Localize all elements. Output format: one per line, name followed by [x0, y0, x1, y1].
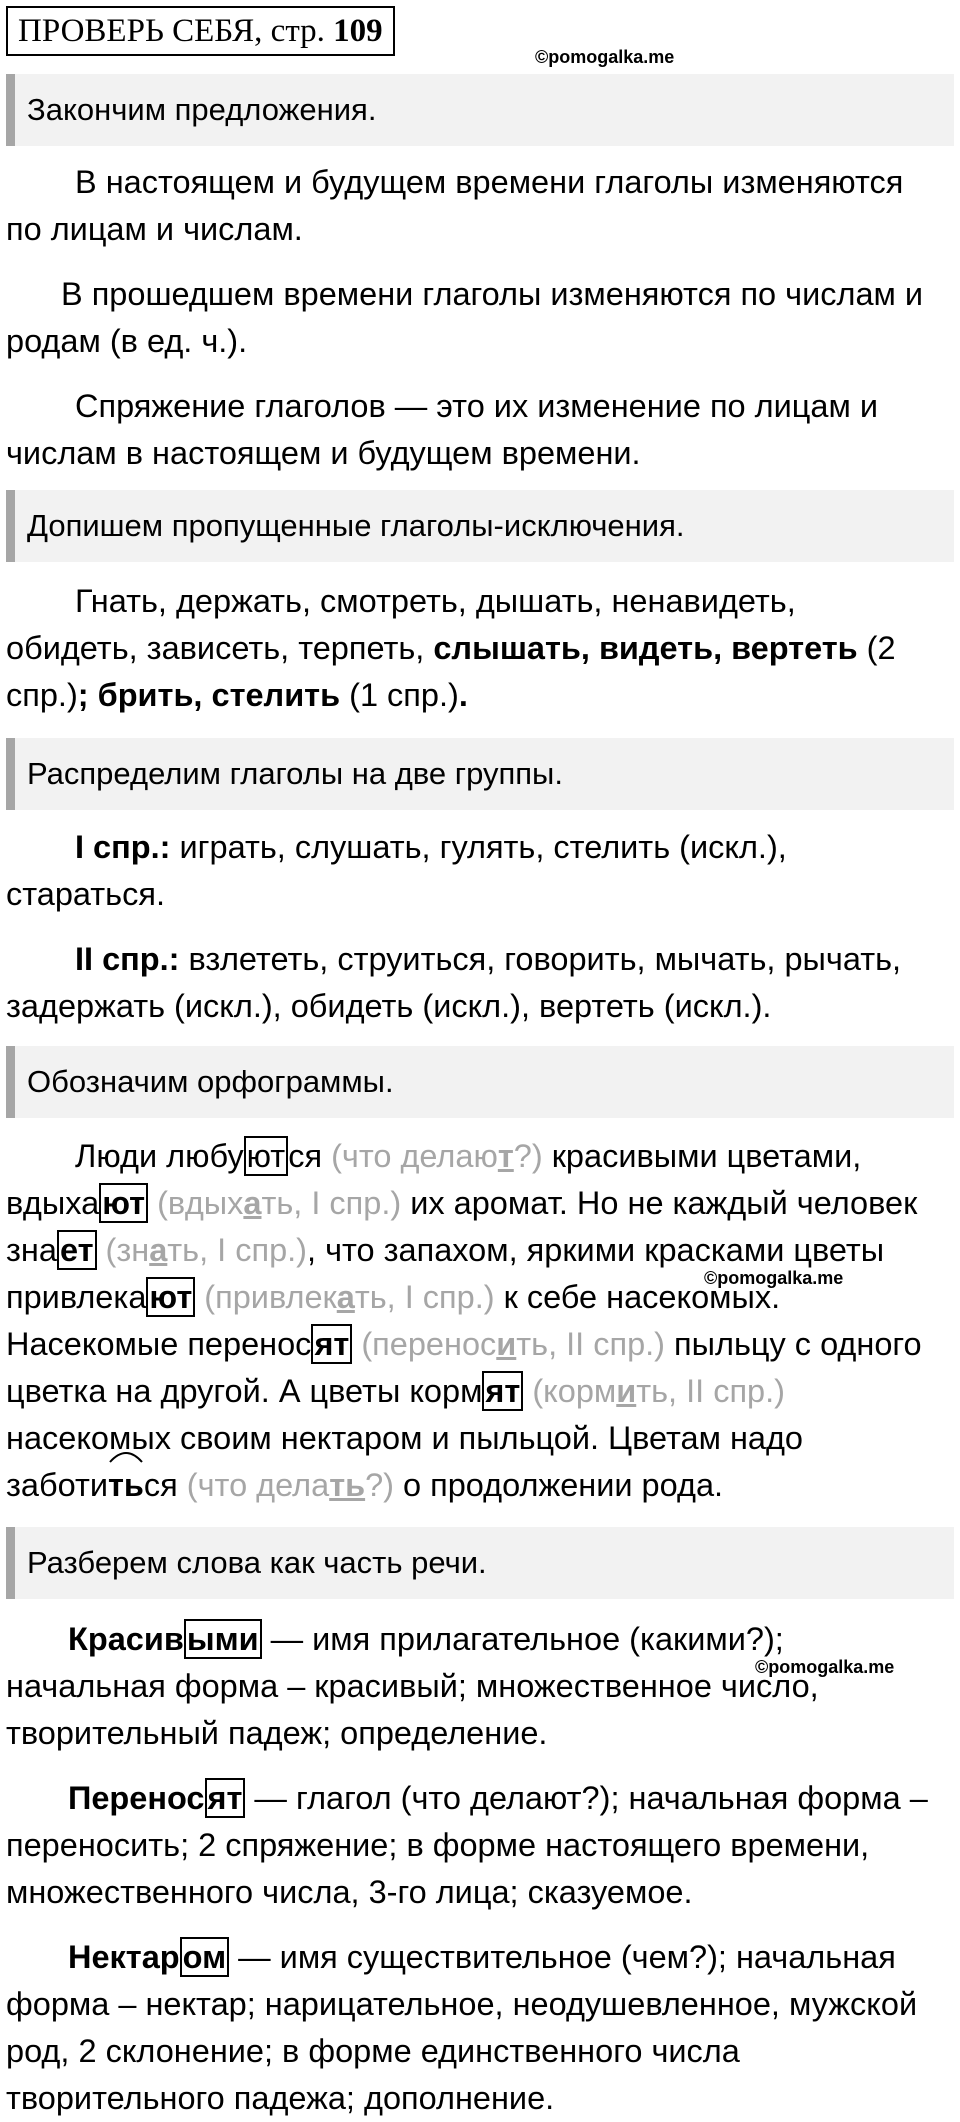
text: привлека: [6, 1279, 147, 1315]
hint-letter: ть: [329, 1467, 366, 1503]
text-line: В прошедшем времени глаголы изменяются по числам и: [61, 276, 924, 312]
section-heading-finish-sentences: Закончим предложения.: [6, 74, 954, 146]
hint: (вдых: [148, 1185, 244, 1221]
paragraph-exception-verbs: [6, 578, 951, 719]
text: — имя прилагательное (какими?);: [261, 1621, 784, 1657]
hint: (что дела: [177, 1467, 330, 1503]
text-line: Спряжение глаголов — это их изменение по лицам и: [75, 388, 878, 424]
title-page-number: 109: [333, 13, 383, 49]
ending-box: ют: [99, 1183, 148, 1223]
hint: (корм: [523, 1373, 617, 1409]
text: творительного падежа; дополнение.: [6, 2080, 555, 2116]
text: — глагол (что делают?); начальная форма –: [245, 1780, 928, 1816]
suffix-arc-mark: [108, 1462, 144, 1509]
watermark: ©pomogalka.me: [535, 47, 675, 67]
paragraph-conjugation: [6, 383, 951, 477]
text: пыльцу с одного: [665, 1326, 922, 1362]
bold-dot: .: [458, 677, 468, 713]
hint-letter: а: [149, 1232, 168, 1268]
text-line: взлететь, струиться, говорить, мычать, рычать,: [179, 941, 902, 977]
hint-letter: и: [616, 1373, 637, 1409]
hint: ть, I спр.): [261, 1185, 402, 1221]
text-line: стараться.: [6, 876, 165, 912]
text-line: В настоящем и будущем времени глаголы изменяются: [75, 164, 904, 200]
paragraph-word-nektarom: [6, 1934, 951, 2122]
suffix: ть: [108, 1467, 144, 1503]
hint: ?): [365, 1467, 394, 1503]
paragraph-second-conjugation: [6, 936, 951, 1030]
hint: ть, I спр.): [167, 1232, 308, 1268]
group-label: I спр.:: [75, 829, 171, 865]
title-text: ПРОВЕРЬ СЕБЯ, стр.: [18, 13, 334, 49]
hint: (зн: [96, 1232, 150, 1268]
page-title: [6, 6, 395, 56]
ending-box: ет: [57, 1230, 97, 1270]
section-heading-exceptions: Допишем пропущенные глаголы-исключения.: [6, 490, 954, 562]
section-heading-orthograms: Обозначим орфограммы.: [6, 1046, 954, 1118]
text: , что запахом, яркими красками цветы: [307, 1232, 885, 1268]
text: — имя существительное (чем?); начальная: [229, 1939, 896, 1975]
group-label: II спр.:: [75, 941, 180, 977]
hint: ть, II спр.): [636, 1373, 785, 1409]
text: к себе насекомых.: [494, 1279, 781, 1315]
text: переносить; 2 спряжение; в форме настоящего времени,: [6, 1827, 870, 1863]
word-stem: Нектар: [68, 1939, 180, 1975]
word-stem: Перенос: [68, 1780, 205, 1816]
text-line: спр.): [6, 677, 78, 713]
text: Насекомые перенос: [6, 1326, 312, 1362]
text: творительный падеж; определение.: [6, 1715, 548, 1751]
text: зна: [6, 1232, 57, 1268]
watermark: ©pomogalka.me: [704, 1268, 844, 1288]
word-stem: Красив: [68, 1621, 184, 1657]
hint: ?): [513, 1138, 543, 1174]
section-heading-two-groups: Распределим глаголы на две группы.: [6, 738, 954, 810]
text-line: (2: [857, 630, 896, 666]
text-line: родам (в ед. ч.).: [6, 323, 248, 359]
text: ся: [288, 1138, 323, 1174]
ending-box: ют: [244, 1136, 289, 1176]
ending-box: ят: [482, 1371, 523, 1411]
text: красивыми цветами,: [542, 1138, 862, 1174]
text-line: играть, слушать, гулять, стелить (искл.),: [170, 829, 787, 865]
ending-box: ят: [205, 1778, 246, 1818]
hint-letter: т: [497, 1138, 514, 1174]
text: цветка на другой. А цветы корм: [6, 1373, 483, 1409]
ending-box: ят: [311, 1324, 352, 1364]
paragraph-word-krasivymi: [6, 1616, 951, 1757]
suffix-arc-icon: [108, 1446, 144, 1464]
text: заботи: [6, 1467, 108, 1503]
ending-box: ом: [180, 1937, 229, 1977]
ending-box: ыми: [184, 1619, 262, 1659]
text-line: по лицам и числам.: [6, 211, 303, 247]
paragraph-present-future: [6, 159, 951, 253]
text-line: числам в настоящем и будущем времени.: [6, 435, 641, 471]
text: насекомых своим нектаром и пыльцой. Цветам надо: [6, 1420, 804, 1456]
ending-box: ют: [146, 1277, 195, 1317]
text: о продолжении рода.: [394, 1467, 724, 1503]
hint: (что делаю: [322, 1138, 498, 1174]
text: род, 2 склонение; в форме единственного числа: [6, 2033, 740, 2069]
hint: (перенос: [352, 1326, 497, 1362]
text: множественного числа, 3-го лица; сказуемое.: [6, 1874, 693, 1910]
paragraph-word-perenosyat: [6, 1775, 951, 1916]
hint-letter: и: [496, 1326, 517, 1362]
bold-verbs: ; брить, стелить: [77, 677, 341, 713]
text-line: задержать (искл.), обидеть (искл.), вертеть (искл.).: [6, 988, 772, 1024]
bold-verbs: слышать, видеть, вертеть: [433, 630, 858, 666]
paragraph-first-conjugation: [6, 824, 951, 918]
paragraph-past: [6, 271, 951, 365]
text: форма – нектар; нарицательное, неодушевленное, мужской: [6, 1986, 918, 2022]
paragraph-orthograms: [6, 1133, 951, 1509]
text: их аромат. Но не каждый человек: [401, 1185, 918, 1221]
hint: ть, I спр.): [354, 1279, 495, 1315]
hint-letter: а: [336, 1279, 355, 1315]
text-line: Гнать, держать, смотреть, дышать, ненавидеть,: [75, 583, 796, 619]
hint: ть, II спр.): [516, 1326, 666, 1362]
text: вдыха: [6, 1185, 100, 1221]
text: Люди любу: [75, 1138, 244, 1174]
text-line: (1 спр.): [340, 677, 459, 713]
text: начальная форма – красивый; множественное число,: [6, 1668, 819, 1704]
watermark: ©pomogalka.me: [755, 1657, 895, 1677]
section-heading-parts-of-speech: Разберем слова как часть речи.: [6, 1527, 954, 1599]
hint-letter: а: [243, 1185, 262, 1221]
text: ся: [143, 1467, 178, 1503]
hint: (привлек: [195, 1279, 337, 1315]
text-line: обидеть, зависеть, терпеть,: [6, 630, 434, 666]
